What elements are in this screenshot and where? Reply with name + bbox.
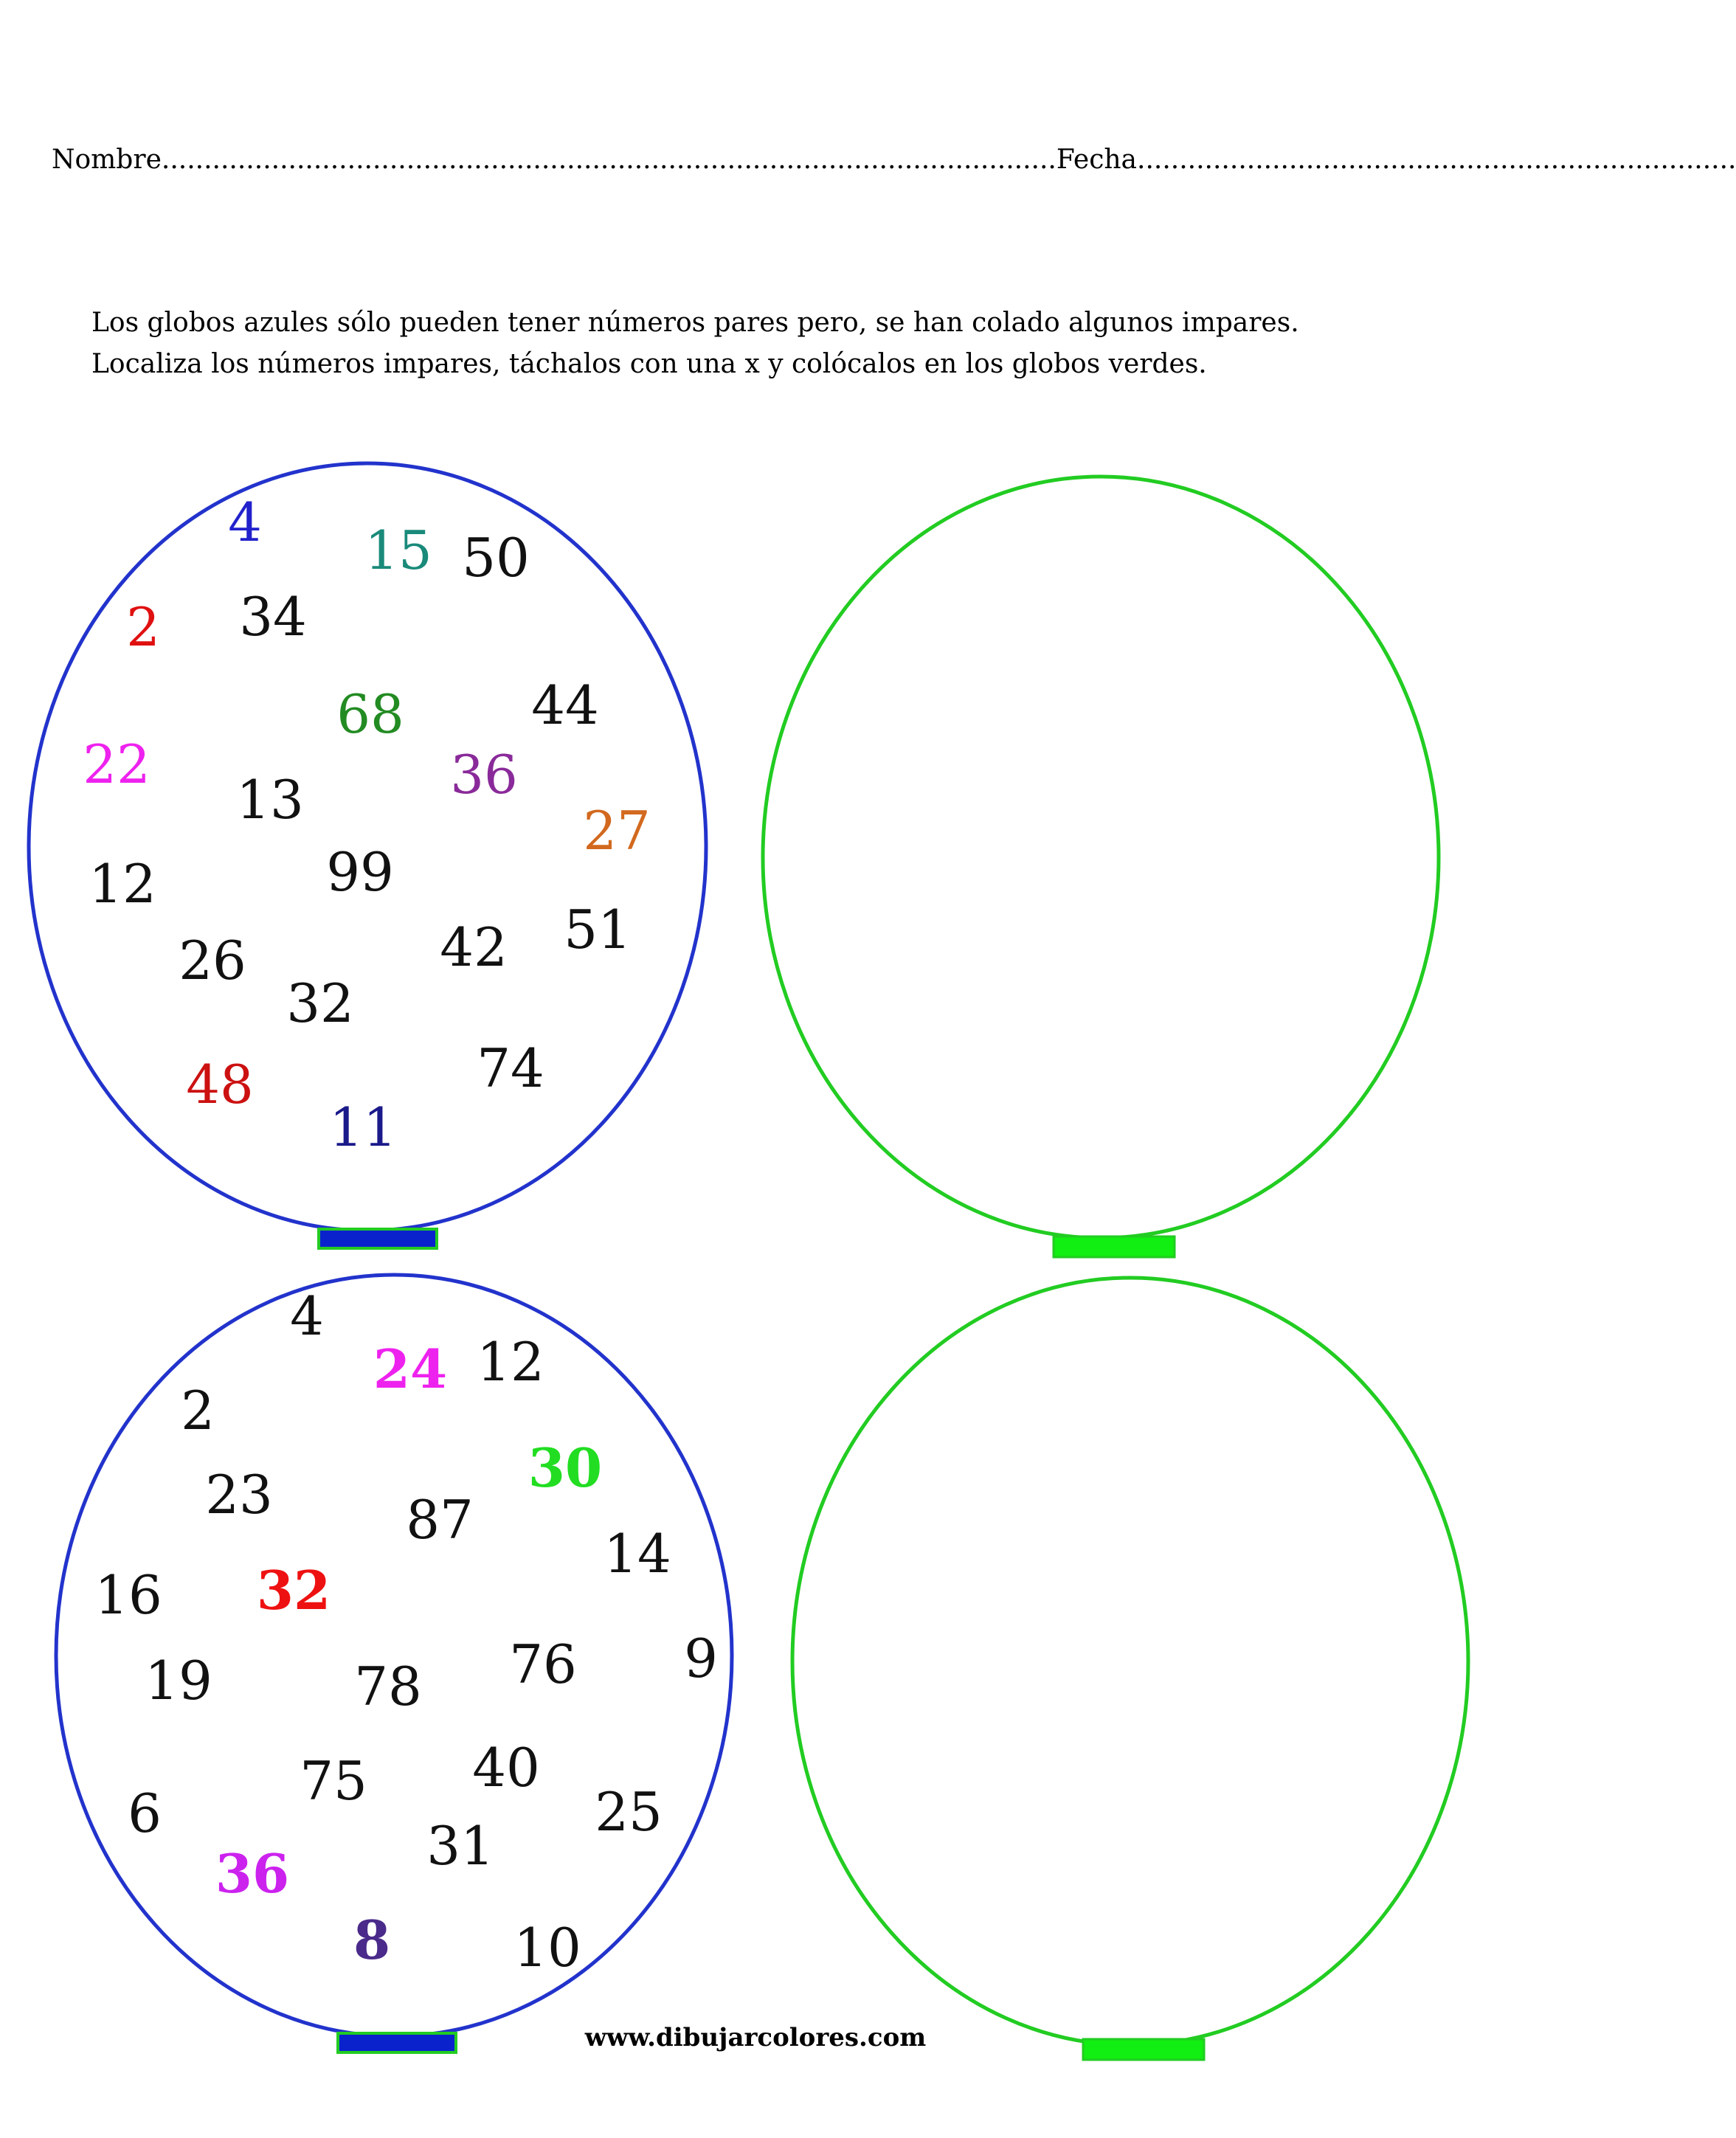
- balloon2-number-78: 78: [354, 1656, 422, 1717]
- balloon2-number-36: 36: [215, 1842, 290, 1905]
- fecha-dots: .......................................................................: [1137, 145, 1736, 175]
- balloon1-number-11: 11: [329, 1096, 397, 1158]
- fecha-label: Fecha: [1056, 145, 1137, 175]
- balloon2-number-9: 9: [684, 1627, 718, 1689]
- balloon2-number-24: 24: [373, 1338, 448, 1400]
- balloon2-number-19: 19: [145, 1650, 212, 1712]
- balloon2-number-4: 4: [290, 1285, 324, 1347]
- instruction-line-1: Los globos azules sólo pueden tener números pares pero, se han colado algunos impares.: [91, 308, 1299, 338]
- balloon1-number-68: 68: [336, 683, 404, 745]
- balloon1-number-99: 99: [326, 841, 394, 903]
- balloon2-number-6: 6: [128, 1782, 162, 1844]
- green-balloon-1: [763, 477, 1439, 1238]
- balloon1-number-4: 4: [228, 491, 262, 553]
- balloon2-number-76: 76: [509, 1633, 577, 1695]
- balloon1-number-15: 15: [364, 519, 432, 581]
- balloon1-number-44: 44: [531, 674, 599, 736]
- nombre-label: Nombre: [52, 145, 162, 175]
- balloon1-number-74: 74: [477, 1037, 544, 1099]
- balloon1-number-50: 50: [462, 527, 530, 589]
- balloon1-number-34: 34: [239, 586, 307, 648]
- balloon2-number-2: 2: [181, 1380, 215, 1442]
- balloon2-number-40: 40: [472, 1737, 540, 1799]
- balloon1-number-2: 2: [126, 596, 160, 658]
- balloon2-number-31: 31: [426, 1815, 494, 1877]
- balloon1-number-51: 51: [564, 899, 632, 961]
- balloon2-number-25: 25: [595, 1781, 663, 1843]
- balloon1-number-36: 36: [450, 744, 518, 806]
- balloon2-number-23: 23: [205, 1464, 273, 1526]
- balloon2-number-16: 16: [94, 1564, 162, 1626]
- balloon1-number-27: 27: [583, 800, 651, 862]
- balloon1-number-22: 22: [83, 733, 151, 795]
- balloon1-number-13: 13: [236, 769, 304, 831]
- balloon1-number-12: 12: [89, 853, 156, 915]
- balloon2-number-75: 75: [300, 1750, 367, 1812]
- balloon2-number-14: 14: [604, 1523, 671, 1585]
- balloon1-number-32: 32: [286, 972, 354, 1034]
- nombre-dots: ..........................................................................................................: [161, 145, 1057, 175]
- balloon1-number-42: 42: [440, 916, 508, 978]
- balloon2-number-32: 32: [256, 1559, 331, 1622]
- balloon1-number-26: 26: [179, 930, 246, 992]
- balloon2-number-87: 87: [406, 1489, 474, 1551]
- website-footer: www.dibujarcolores.com: [584, 2023, 927, 2052]
- instruction-line-2: Localiza los números impares, táchalos con una x y colócalos en los globos verdes.: [91, 349, 1207, 379]
- green-balloon-1-knot: [1054, 1236, 1175, 1257]
- balloon2-number-30: 30: [528, 1436, 603, 1499]
- balloon2-number-8: 8: [353, 1909, 391, 1971]
- balloon1-number-48: 48: [186, 1054, 254, 1115]
- balloon2-number-12: 12: [477, 1331, 544, 1393]
- green-balloon-2: [792, 1278, 1468, 2045]
- balloon2-number-10: 10: [513, 1917, 581, 1979]
- blue-balloon-1-knot: [319, 1229, 437, 1248]
